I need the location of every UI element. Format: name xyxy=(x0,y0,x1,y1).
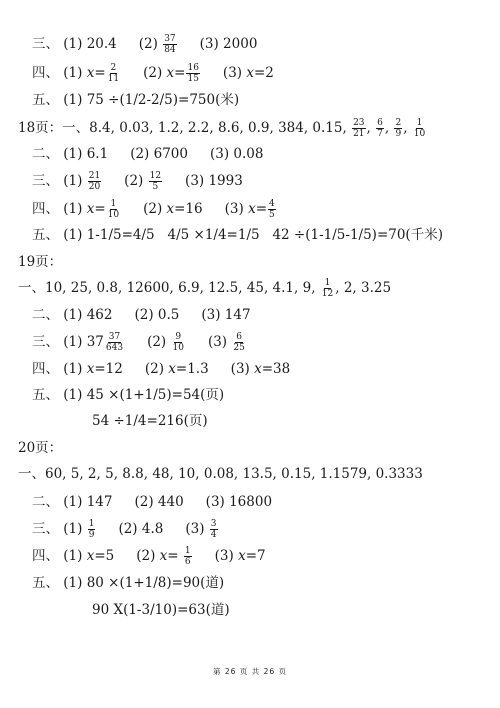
answer-line xyxy=(18,117,427,139)
answer-text: (3) xyxy=(224,201,249,217)
answer-item xyxy=(18,464,423,484)
answer-text: (2) xyxy=(147,334,171,350)
page-footer: 第 26 页 共 26 页 xyxy=(212,667,287,676)
answer-item xyxy=(124,171,163,192)
answer-item xyxy=(136,546,192,567)
answer-item xyxy=(143,199,203,219)
answer-line xyxy=(32,572,224,594)
answer-text: =38 xyxy=(261,361,291,377)
answer-text: 五、 (1) 80 ×(1+1/8)=90(道) xyxy=(32,575,225,591)
answer-text: =5 xyxy=(94,548,115,564)
answer-item xyxy=(18,438,62,458)
fraction xyxy=(210,519,218,540)
answer-item xyxy=(185,519,218,540)
fraction-denominator: 25 xyxy=(233,342,245,353)
answer-text: (3) 1993 xyxy=(185,173,243,189)
fraction-numerator: 2 xyxy=(110,62,117,73)
answer-item xyxy=(147,332,186,353)
answer-line xyxy=(32,518,219,540)
answer-item xyxy=(225,199,277,220)
answer-text: , xyxy=(366,120,376,136)
answer-text: 二、 (1) 147 xyxy=(32,494,113,510)
fraction-denominator: 20 xyxy=(88,181,101,192)
answer-text: (3) xyxy=(230,361,255,377)
answer-text: 一、60, 5, 2, 5, 8.8, 48, 10, 0.08, 13.5, 0.15, 1.1579, 0.3333 xyxy=(18,466,423,482)
answer-text: 54 ÷1/4=216(页) xyxy=(92,413,208,429)
fraction-denominator: 84 xyxy=(164,44,176,55)
answer-text: , xyxy=(403,120,412,136)
answer-text: (3) 147 xyxy=(201,307,251,323)
fraction-numerator: 21 xyxy=(88,170,101,181)
fraction xyxy=(184,546,192,567)
fraction-denominator: 5 xyxy=(152,181,159,192)
answer-line xyxy=(32,304,251,326)
answer-item xyxy=(32,305,112,325)
fraction-denominator: 15 xyxy=(187,73,199,84)
answer-text: (2) 0.5 xyxy=(134,307,180,323)
fraction xyxy=(172,332,185,353)
answer-text: (2) xyxy=(143,65,167,81)
fraction xyxy=(88,519,96,540)
answer-text: (3) xyxy=(214,548,239,564)
fraction xyxy=(149,171,162,192)
fraction-numerator: 16 xyxy=(187,62,199,73)
answer-text: =7 xyxy=(245,548,266,564)
fraction-numerator: 1 xyxy=(88,518,95,529)
fraction xyxy=(394,118,402,139)
answer-text: 二、 (1) 6.1 xyxy=(32,146,109,162)
answer-item xyxy=(32,332,125,353)
answer-text: (3) xyxy=(185,521,209,537)
variable-x: x xyxy=(159,548,168,564)
answer-text: = xyxy=(167,548,183,564)
answer-text: 五、 (1) 45 ×(1+1/5)=54(页) xyxy=(32,387,225,403)
answer-item xyxy=(32,171,102,192)
answer-item xyxy=(32,359,123,379)
answer-text: (3) 0.08 xyxy=(209,146,264,162)
variable-x: x xyxy=(166,65,175,81)
answer-line xyxy=(32,224,443,246)
answer-text: (2) xyxy=(143,201,167,217)
answer-item xyxy=(32,63,121,84)
fraction-numerator: 12 xyxy=(149,170,162,181)
answer-line xyxy=(32,33,257,55)
answer-text: (2) xyxy=(136,548,160,564)
fraction-denominator: 4 xyxy=(210,529,217,540)
answer-item xyxy=(145,359,209,379)
answer-text: 90 X(1-3/10)=63(道) xyxy=(92,602,230,618)
variable-x: x xyxy=(254,361,262,377)
answer-item xyxy=(208,332,247,353)
variable-x: x xyxy=(166,201,175,217)
fraction xyxy=(105,332,124,353)
answer-line xyxy=(32,358,290,380)
answer-item xyxy=(139,34,178,55)
variable-x: x xyxy=(86,65,95,81)
answer-item xyxy=(134,305,179,325)
answer-text: 五、 (1) 1-1/5=4/5 4/5 ×1/4=1/5 42 ÷(1-1/5-1/5)=70(千米) xyxy=(32,227,443,243)
answer-text: 18页：一、8.4, 0.03, 1.2, 2.2, 8.6, 0.9, 384, 0.15, xyxy=(18,120,352,136)
variable-x: x xyxy=(86,361,95,377)
answer-item xyxy=(118,519,163,539)
answer-line xyxy=(18,251,62,273)
fraction-denominator: 9 xyxy=(88,529,95,540)
answer-text: (3) xyxy=(222,65,247,81)
answer-item xyxy=(206,492,272,512)
answer-line xyxy=(32,62,274,84)
answer-item xyxy=(18,278,391,299)
answer-line xyxy=(32,331,247,353)
fraction-denominator: 21 xyxy=(353,128,365,139)
answer-text: (3) 2000 xyxy=(199,36,258,52)
variable-x: x xyxy=(86,201,95,217)
answer-text: =12 xyxy=(94,361,123,377)
answer-text: (2) xyxy=(144,361,169,377)
answer-item xyxy=(130,144,188,164)
answer-text: 四、 (1) xyxy=(32,201,87,217)
fraction xyxy=(88,171,101,192)
fraction-numerator: 3 xyxy=(210,518,217,529)
answer-item xyxy=(32,519,96,540)
answer-item xyxy=(223,63,274,83)
fraction-numerator: 37 xyxy=(108,331,121,342)
fraction-numerator: 1 xyxy=(184,545,191,556)
fraction xyxy=(107,199,120,220)
answer-text: (3) xyxy=(207,334,232,350)
answer-text: = xyxy=(174,65,186,81)
answer-item xyxy=(92,600,230,620)
answer-item xyxy=(185,171,243,191)
answer-text: , 2, 3.25 xyxy=(335,280,392,296)
answer-item xyxy=(18,118,427,139)
answer-text: 三、 (1) 37 xyxy=(32,334,104,350)
answer-line xyxy=(32,384,224,406)
answer-text: 19页： xyxy=(18,254,63,270)
answer-line xyxy=(32,89,239,111)
answer-item xyxy=(32,492,112,512)
answer-line xyxy=(32,491,272,513)
fraction xyxy=(268,199,276,220)
answer-text: 三、 (1) xyxy=(32,521,87,537)
answer-item xyxy=(143,63,201,84)
fraction-denominator: 12 xyxy=(321,288,334,299)
answer-line xyxy=(92,599,230,621)
answer-item xyxy=(134,492,183,512)
fraction xyxy=(413,118,426,139)
fraction xyxy=(321,278,334,299)
fraction xyxy=(376,118,384,139)
answer-text: (2) xyxy=(138,36,163,52)
answer-text: 二、 (1) 462 xyxy=(32,307,113,323)
answer-text: 三、 (1) 20.4 xyxy=(32,36,117,52)
answer-text: =16 xyxy=(174,201,203,217)
answer-item xyxy=(32,199,121,220)
answer-text: 三、 (1) xyxy=(32,173,87,189)
answer-line xyxy=(32,198,277,220)
answer-text: = xyxy=(94,65,106,81)
answer-text: 一、10, 25, 0.8, 12600, 6.9, 12.5, 45, 4.1, 9, xyxy=(18,280,320,296)
answer-text: 五、 (1) 75 ÷(1/2-2/5)=750(米) xyxy=(32,92,240,108)
variable-x: x xyxy=(168,361,176,377)
answer-text: = xyxy=(255,201,268,217)
answer-text: =1.3 xyxy=(175,361,209,377)
answer-text: 四、 (1) xyxy=(32,65,87,81)
fraction-denominator: 7 xyxy=(377,128,383,139)
answer-text: 四、 (1) xyxy=(32,361,87,377)
variable-x: x xyxy=(238,548,246,564)
answer-text: 四、 (1) xyxy=(32,548,87,564)
fraction-denominator: 11 xyxy=(107,73,120,84)
fraction-denominator: 9 xyxy=(395,128,402,139)
answer-item xyxy=(18,252,62,272)
answer-text: 20页： xyxy=(18,440,63,456)
answer-item xyxy=(32,225,443,245)
answer-line xyxy=(32,143,263,165)
answer-line xyxy=(92,410,208,432)
fraction xyxy=(352,118,365,139)
variable-x: x xyxy=(248,201,256,217)
fraction-numerator: 6 xyxy=(377,117,383,128)
answer-line xyxy=(32,545,266,567)
answer-line xyxy=(18,463,423,485)
fraction-denominator: 6 xyxy=(184,556,191,567)
answer-text: (2) 440 xyxy=(134,494,184,510)
answer-line xyxy=(32,170,243,192)
answer-text: (2) xyxy=(124,173,148,189)
answer-item xyxy=(32,34,117,54)
answer-item xyxy=(32,546,114,566)
fraction-numerator: 4 xyxy=(269,198,275,209)
fraction-numerator: 1 xyxy=(324,277,331,288)
answer-item xyxy=(32,385,224,405)
fraction-numerator: 6 xyxy=(236,331,242,342)
fraction xyxy=(163,34,176,55)
answer-item xyxy=(231,359,291,379)
answer-item xyxy=(201,305,250,325)
fraction-denominator: 10 xyxy=(107,209,120,220)
fraction-numerator: 23 xyxy=(353,117,365,128)
fraction-numerator: 1 xyxy=(416,117,423,128)
answer-text: , xyxy=(384,120,394,136)
fraction-numerator: 1 xyxy=(110,198,117,209)
answer-text: =2 xyxy=(253,65,274,81)
fraction-numerator: 37 xyxy=(164,33,176,44)
answer-item xyxy=(200,34,258,54)
answer-text: (3) 16800 xyxy=(205,494,273,510)
answer-item xyxy=(32,90,239,110)
answer-item xyxy=(92,411,208,431)
fraction xyxy=(232,332,245,353)
answer-item xyxy=(32,144,108,164)
fraction-numerator: 2 xyxy=(395,117,402,128)
variable-x: x xyxy=(86,548,95,564)
answer-item xyxy=(210,144,263,164)
fraction-denominator: 10 xyxy=(413,128,426,139)
variable-x: x xyxy=(246,65,254,81)
answer-text: = xyxy=(94,201,106,217)
fraction-denominator: 10 xyxy=(172,342,184,353)
fraction-denominator: 643 xyxy=(105,342,124,353)
fraction-denominator: 5 xyxy=(269,209,275,220)
fraction xyxy=(107,63,120,84)
answer-item xyxy=(215,546,266,566)
fraction xyxy=(186,63,199,84)
answer-item xyxy=(32,573,224,593)
fraction-numerator: 9 xyxy=(175,331,182,342)
answer-text: (2) 6700 xyxy=(130,146,188,162)
answer-line xyxy=(18,437,62,459)
answer-text: (2) 4.8 xyxy=(118,521,164,537)
answer-line xyxy=(18,277,391,299)
